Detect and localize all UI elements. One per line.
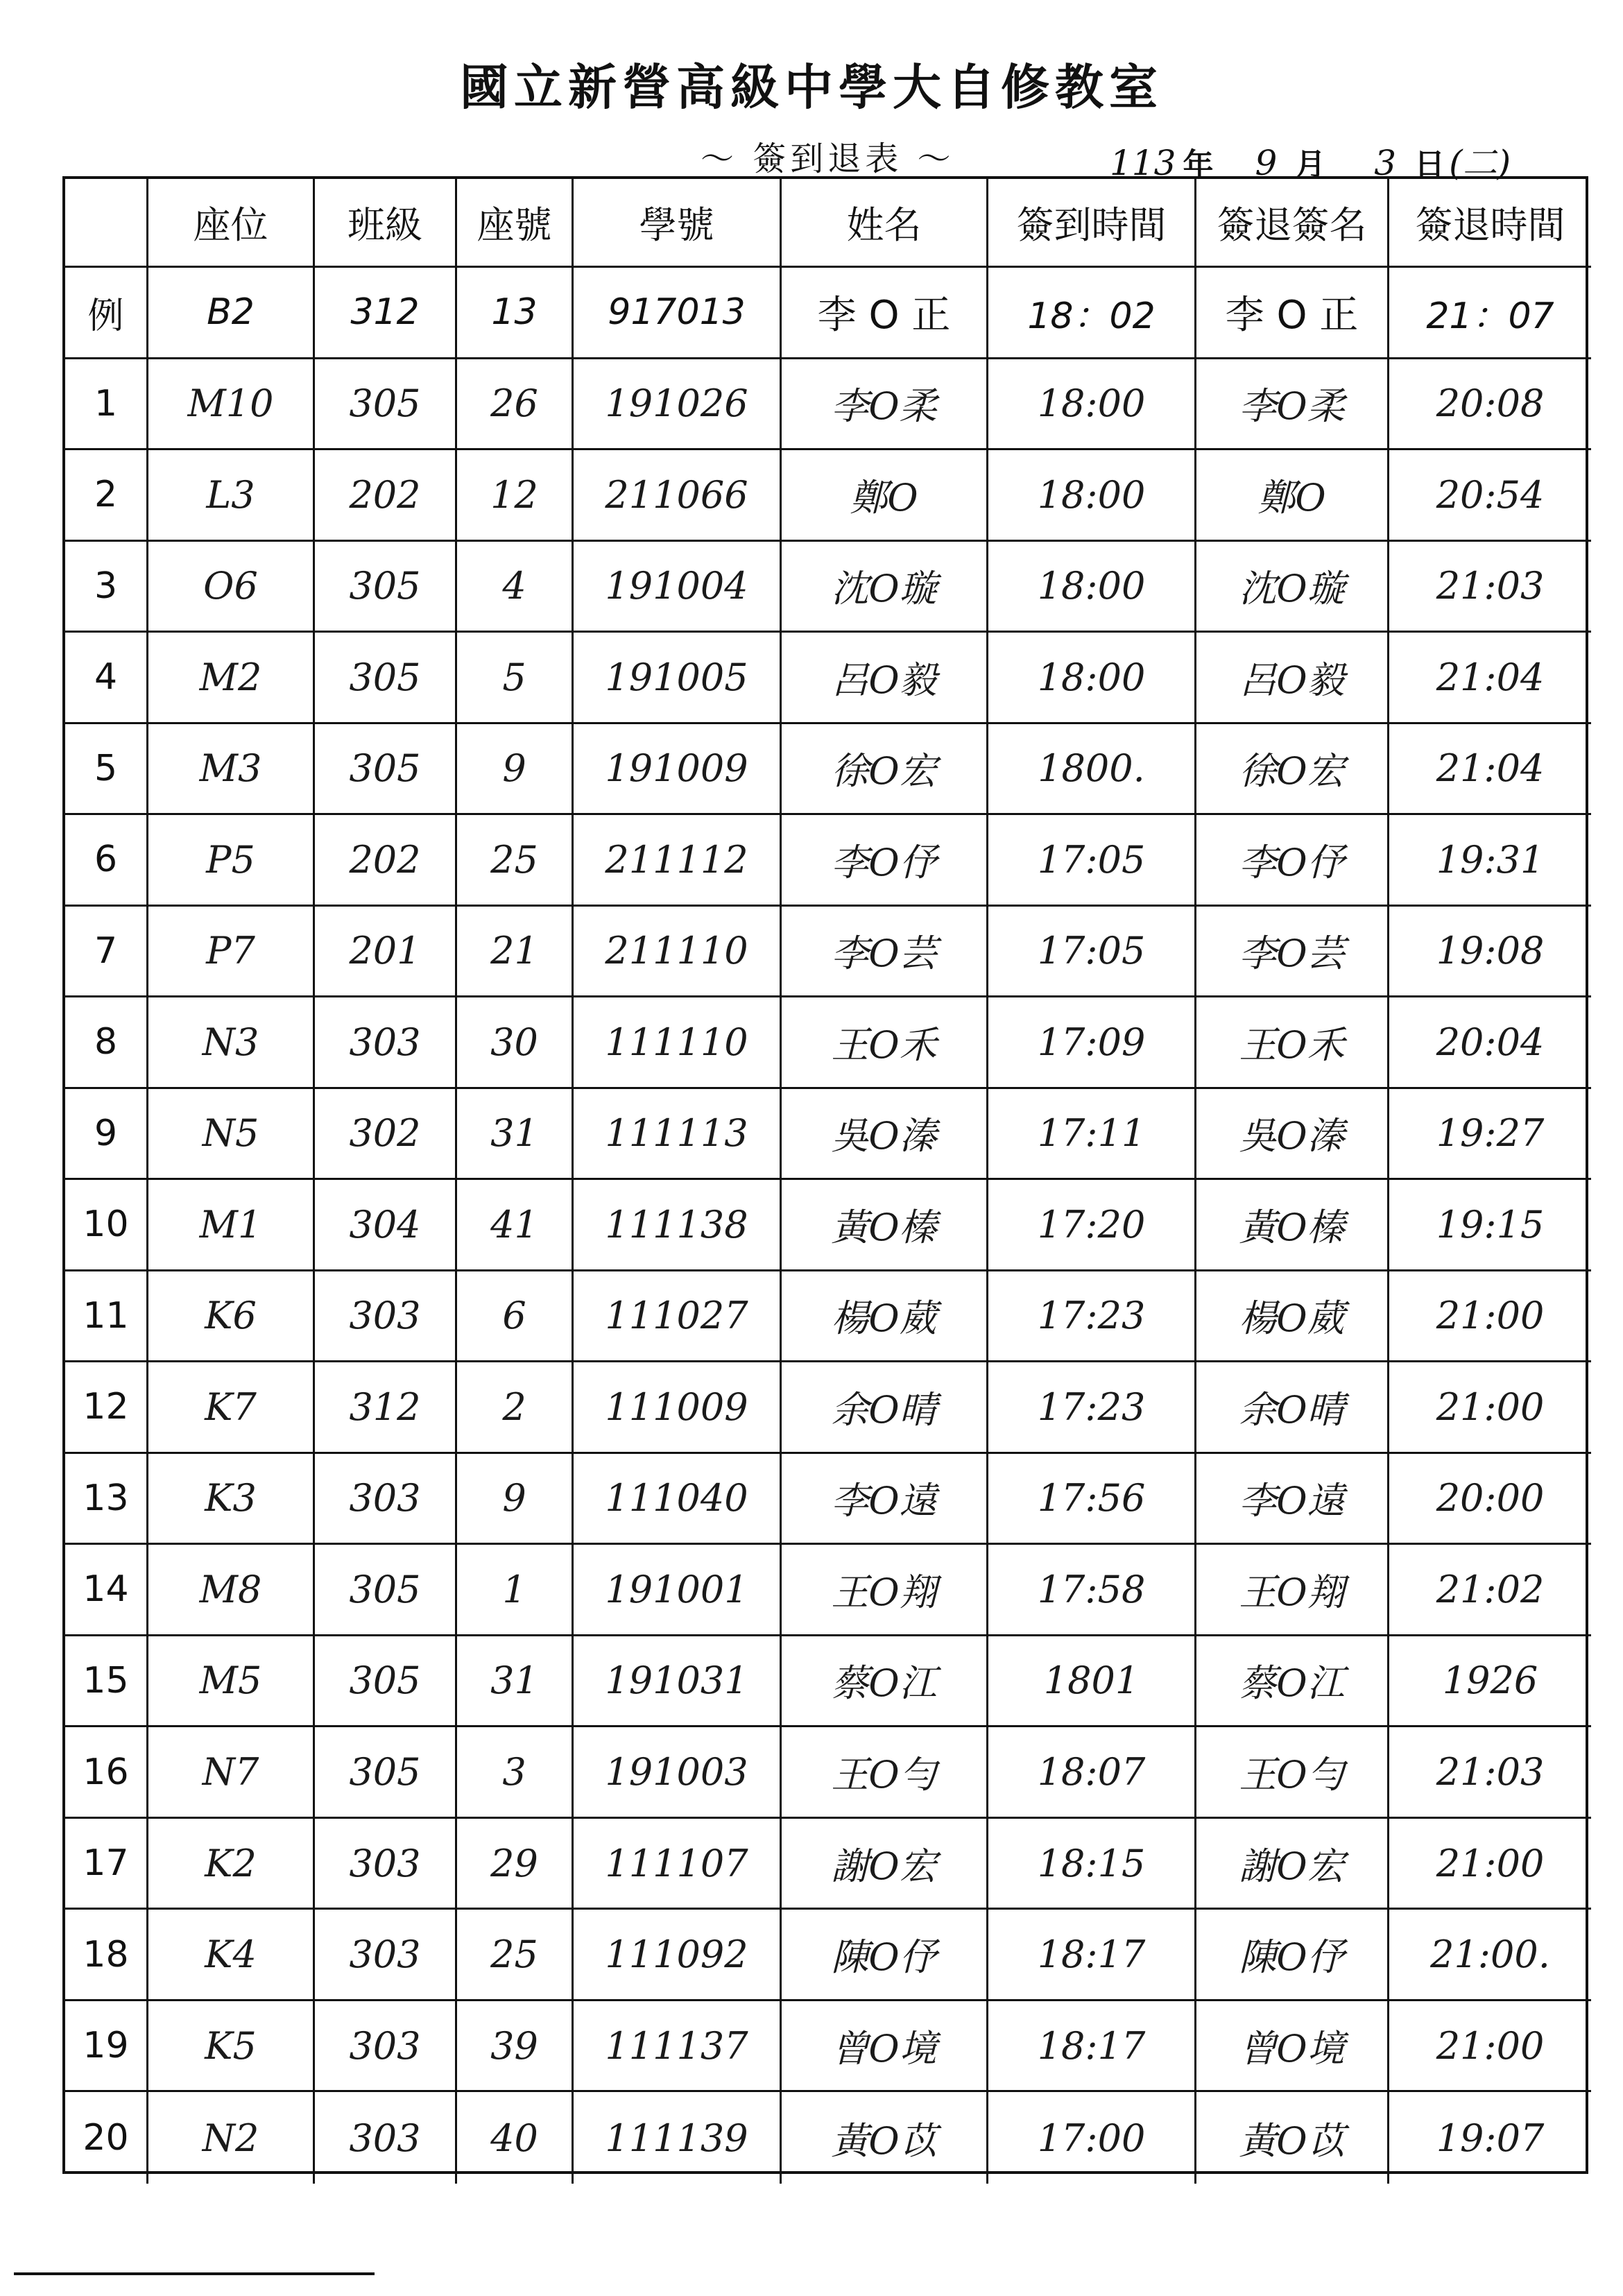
- row-class: 305: [315, 1545, 457, 1636]
- row-index: 19: [65, 2001, 148, 2093]
- row-name: 黃O榛: [782, 1180, 988, 1271]
- row-checkin-time: 1800.: [988, 724, 1196, 816]
- row-checkout-time: 21:00.: [1389, 1910, 1591, 2001]
- row-checkout-time: 19:27: [1389, 1089, 1591, 1181]
- row-checkout-signature: 陳O伃: [1196, 1910, 1389, 2001]
- row-checkin-time: 18:00: [988, 633, 1196, 724]
- row-number: 40: [457, 2092, 574, 2184]
- row-checkout-time: 19:31: [1389, 815, 1591, 907]
- row-index: 4: [65, 633, 148, 724]
- row-number: 12: [457, 450, 574, 542]
- row-student-id: 191004: [574, 542, 782, 633]
- row-checkout-time: 21:00: [1389, 2001, 1591, 2093]
- row-checkout-time: 20:08: [1389, 359, 1591, 451]
- row-student-id: 111138: [574, 1180, 782, 1271]
- row-seat: P7: [148, 907, 315, 998]
- row-index: 9: [65, 1089, 148, 1181]
- page-subtitle: ～ 簽到退表 ～: [701, 139, 955, 178]
- row-checkin-time: 17:05: [988, 907, 1196, 998]
- row-seat: M10: [148, 359, 315, 451]
- example-class: 312: [315, 268, 457, 359]
- row-student-id: 191026: [574, 359, 782, 451]
- row-checkin-time: 17:05: [988, 815, 1196, 907]
- example-number: 13: [457, 268, 574, 359]
- row-checkin-time: 17:20: [988, 1180, 1196, 1271]
- column-header-seat: 座位: [148, 179, 315, 268]
- row-name: 鄭O: [782, 450, 988, 542]
- row-name: 沈O璇: [782, 542, 988, 633]
- row-number: 29: [457, 1819, 574, 1910]
- row-checkin-time: 1801: [988, 1636, 1196, 1728]
- row-checkout-signature: 沈O璇: [1196, 542, 1389, 633]
- row-checkout-signature: 王O勻: [1196, 1727, 1389, 1819]
- row-number: 21: [457, 907, 574, 998]
- row-class: 303: [315, 1819, 457, 1910]
- row-seat: M8: [148, 1545, 315, 1636]
- row-seat: N5: [148, 1089, 315, 1181]
- row-student-id: 211110: [574, 907, 782, 998]
- row-checkin-time: 18:00: [988, 450, 1196, 542]
- row-number: 9: [457, 724, 574, 816]
- row-number: 2: [457, 1362, 574, 1454]
- row-class: 303: [315, 2001, 457, 2093]
- row-seat: M2: [148, 633, 315, 724]
- row-index: 18: [65, 1910, 148, 2001]
- row-checkin-time: 18:15: [988, 1819, 1196, 1910]
- example-student-id: 917013: [574, 268, 782, 359]
- row-name: 吳O溱: [782, 1089, 988, 1181]
- row-seat: K2: [148, 1819, 315, 1910]
- row-class: 305: [315, 1727, 457, 1819]
- row-name: 王O翔: [782, 1545, 988, 1636]
- row-class: 303: [315, 1910, 457, 2001]
- row-index: 10: [65, 1180, 148, 1271]
- row-student-id: 111113: [574, 1089, 782, 1181]
- row-name: 余O晴: [782, 1362, 988, 1454]
- row-index: 14: [65, 1545, 148, 1636]
- row-student-id: 111139: [574, 2092, 782, 2184]
- row-name: 呂O毅: [782, 633, 988, 724]
- row-student-id: 111009: [574, 1362, 782, 1454]
- row-index: 11: [65, 1271, 148, 1363]
- date-day: 3: [1374, 143, 1397, 183]
- example-row-label: 例: [65, 268, 148, 359]
- date-month: 9: [1255, 143, 1278, 183]
- row-student-id: 191001: [574, 1545, 782, 1636]
- row-seat: M5: [148, 1636, 315, 1728]
- column-header-student-id: 學號: [574, 179, 782, 268]
- row-checkin-time: 18:17: [988, 1910, 1196, 2001]
- row-checkout-signature: 楊O葳: [1196, 1271, 1389, 1363]
- row-number: 26: [457, 359, 574, 451]
- row-name: 蔡O江: [782, 1636, 988, 1728]
- row-name: 李O遠: [782, 1454, 988, 1545]
- row-checkin-time: 17:23: [988, 1271, 1196, 1363]
- row-name: 李O芸: [782, 907, 988, 998]
- row-student-id: 191031: [574, 1636, 782, 1728]
- row-seat: O6: [148, 542, 315, 633]
- row-class: 305: [315, 724, 457, 816]
- row-student-id: 191005: [574, 633, 782, 724]
- signin-table: [62, 176, 1588, 2174]
- date-weekday: (二): [1449, 143, 1511, 183]
- row-index: 13: [65, 1454, 148, 1545]
- row-checkin-time: 18:00: [988, 542, 1196, 633]
- row-index: 7: [65, 907, 148, 998]
- row-checkout-time: 21:03: [1389, 1727, 1591, 1819]
- row-checkout-signature: 李O伃: [1196, 815, 1389, 907]
- row-index: 6: [65, 815, 148, 907]
- row-student-id: 111027: [574, 1271, 782, 1363]
- row-number: 5: [457, 633, 574, 724]
- column-header-name: 姓名: [782, 179, 988, 268]
- row-number: 3: [457, 1727, 574, 1819]
- column-header-index: [65, 179, 148, 268]
- date-day-unit: 日: [1414, 147, 1445, 182]
- row-checkin-time: 18:07: [988, 1727, 1196, 1819]
- row-name: 李O伃: [782, 815, 988, 907]
- example-checkout: 21：07: [1389, 268, 1591, 359]
- row-class: 202: [315, 450, 457, 542]
- row-number: 31: [457, 1089, 574, 1181]
- row-checkout-time: 21:04: [1389, 633, 1591, 724]
- row-checkout-time: 20:54: [1389, 450, 1591, 542]
- row-number: 25: [457, 1910, 574, 2001]
- row-checkout-signature: 王O翔: [1196, 1545, 1389, 1636]
- row-checkout-signature: 余O晴: [1196, 1362, 1389, 1454]
- row-checkout-signature: 吳O溱: [1196, 1089, 1389, 1181]
- row-student-id: 191009: [574, 724, 782, 816]
- row-number: 6: [457, 1271, 574, 1363]
- row-number: 9: [457, 1454, 574, 1545]
- row-student-id: 191003: [574, 1727, 782, 1819]
- row-seat: M3: [148, 724, 315, 816]
- row-seat: K7: [148, 1362, 315, 1454]
- row-class: 305: [315, 542, 457, 633]
- row-class: 303: [315, 997, 457, 1089]
- date-year: 113: [1110, 143, 1176, 183]
- row-checkin-time: 17:11: [988, 1089, 1196, 1181]
- row-student-id: 111040: [574, 1454, 782, 1545]
- row-number: 4: [457, 542, 574, 633]
- row-name: 曾O境: [782, 2001, 988, 2093]
- row-seat: P5: [148, 815, 315, 907]
- row-checkout-time: 21:04: [1389, 724, 1591, 816]
- row-checkout-time: 19:08: [1389, 907, 1591, 998]
- column-header-class: 班級: [315, 179, 457, 268]
- row-checkout-signature: 黃O榛: [1196, 1180, 1389, 1271]
- row-seat: L3: [148, 450, 315, 542]
- row-seat: K3: [148, 1454, 315, 1545]
- row-checkin-time: 17:58: [988, 1545, 1196, 1636]
- row-class: 202: [315, 815, 457, 907]
- row-checkout-signature: 謝O宏: [1196, 1819, 1389, 1910]
- row-student-id: 111137: [574, 2001, 782, 2093]
- footer-divider: [14, 2272, 375, 2275]
- page-title: 國立新營高級中學大自修教室: [460, 58, 1163, 116]
- row-checkout-time: 21:00: [1389, 1362, 1591, 1454]
- example-checkin: 18：02: [988, 268, 1196, 359]
- example-signature: 李 O 正: [1196, 268, 1389, 359]
- row-class: 304: [315, 1180, 457, 1271]
- row-index: 2: [65, 450, 148, 542]
- row-seat: N2: [148, 2092, 315, 2184]
- row-checkout-time: 21:02: [1389, 1545, 1591, 1636]
- row-checkout-signature: 李O芸: [1196, 907, 1389, 998]
- column-header-checkin-time: 簽到時間: [988, 179, 1196, 268]
- row-seat: K4: [148, 1910, 315, 2001]
- row-student-id: 211066: [574, 450, 782, 542]
- row-name: 王O禾: [782, 997, 988, 1089]
- row-checkout-signature: 曾O境: [1196, 2001, 1389, 2093]
- row-name: 楊O葳: [782, 1271, 988, 1363]
- row-index: 1: [65, 359, 148, 451]
- row-class: 305: [315, 1636, 457, 1728]
- row-checkout-time: 1926: [1389, 1636, 1591, 1728]
- row-student-id: 111110: [574, 997, 782, 1089]
- row-index: 5: [65, 724, 148, 816]
- row-number: 31: [457, 1636, 574, 1728]
- row-index: 8: [65, 997, 148, 1089]
- row-seat: N7: [148, 1727, 315, 1819]
- row-index: 12: [65, 1362, 148, 1454]
- column-header-checkout-signature: 簽退簽名: [1196, 179, 1389, 268]
- row-class: 303: [315, 2092, 457, 2184]
- row-checkout-signature: 王O禾: [1196, 997, 1389, 1089]
- row-name: 李O柔: [782, 359, 988, 451]
- row-checkin-time: 17:23: [988, 1362, 1196, 1454]
- row-checkout-time: 21:00: [1389, 1819, 1591, 1910]
- row-checkout-signature: 鄭O: [1196, 450, 1389, 542]
- column-header-checkout-time: 簽退時間: [1389, 179, 1591, 268]
- row-class: 303: [315, 1271, 457, 1363]
- row-number: 39: [457, 2001, 574, 2093]
- row-index: 3: [65, 542, 148, 633]
- row-class: 305: [315, 359, 457, 451]
- row-checkin-time: 17:09: [988, 997, 1196, 1089]
- row-class: 312: [315, 1362, 457, 1454]
- example-name: 李 O 正: [782, 268, 988, 359]
- row-number: 1: [457, 1545, 574, 1636]
- row-checkout-time: 19:15: [1389, 1180, 1591, 1271]
- row-checkin-time: 17:00: [988, 2092, 1196, 2184]
- row-index: 17: [65, 1819, 148, 1910]
- row-checkin-time: 18:17: [988, 2001, 1196, 2093]
- date-month-unit: 月: [1295, 147, 1326, 182]
- row-student-id: 111092: [574, 1910, 782, 2001]
- row-class: 302: [315, 1089, 457, 1181]
- row-checkout-time: 20:00: [1389, 1454, 1591, 1545]
- row-checkout-signature: 呂O毅: [1196, 633, 1389, 724]
- row-checkout-signature: 李O遠: [1196, 1454, 1389, 1545]
- example-seat: B2: [148, 268, 315, 359]
- row-checkout-signature: 蔡O江: [1196, 1636, 1389, 1728]
- row-checkout-signature: 李O柔: [1196, 359, 1389, 451]
- row-class: 303: [315, 1454, 457, 1545]
- row-number: 25: [457, 815, 574, 907]
- row-checkout-signature: 徐O宏: [1196, 724, 1389, 816]
- row-seat: M1: [148, 1180, 315, 1271]
- row-index: 16: [65, 1727, 148, 1819]
- row-checkout-time: 19:07: [1436, 2116, 1545, 2160]
- date-year-unit: 年: [1183, 147, 1214, 182]
- row-seat: N3: [148, 997, 315, 1089]
- row-checkout-time: 20:04: [1389, 997, 1591, 1089]
- row-name: 陳O伃: [782, 1910, 988, 2001]
- row-checkout-signature: 黃O苡: [1196, 2092, 1389, 2184]
- row-name: 王O勻: [782, 1727, 988, 1819]
- row-class: 201: [315, 907, 457, 998]
- row-checkin-time: 17:56: [988, 1454, 1196, 1545]
- row-checkout-time: 21:03: [1389, 542, 1591, 633]
- row-student-id: 211112: [574, 815, 782, 907]
- row-number: 30: [457, 997, 574, 1089]
- row-name: 謝O宏: [782, 1819, 988, 1910]
- row-number: 41: [457, 1180, 574, 1271]
- row-index: 20: [65, 2092, 148, 2184]
- row-name: 黃O苡: [782, 2092, 988, 2184]
- row-student-id: 111107: [574, 1819, 782, 1910]
- row-index: 15: [65, 1636, 148, 1728]
- row-seat: K5: [148, 2001, 315, 2093]
- row-class: 305: [315, 633, 457, 724]
- row-checkin-time: 18:00: [988, 359, 1196, 451]
- column-header-number: 座號: [457, 179, 574, 268]
- row-seat: K6: [148, 1271, 315, 1363]
- row-name: 徐O宏: [782, 724, 988, 816]
- row-checkout-time: 21:00: [1389, 1271, 1591, 1363]
